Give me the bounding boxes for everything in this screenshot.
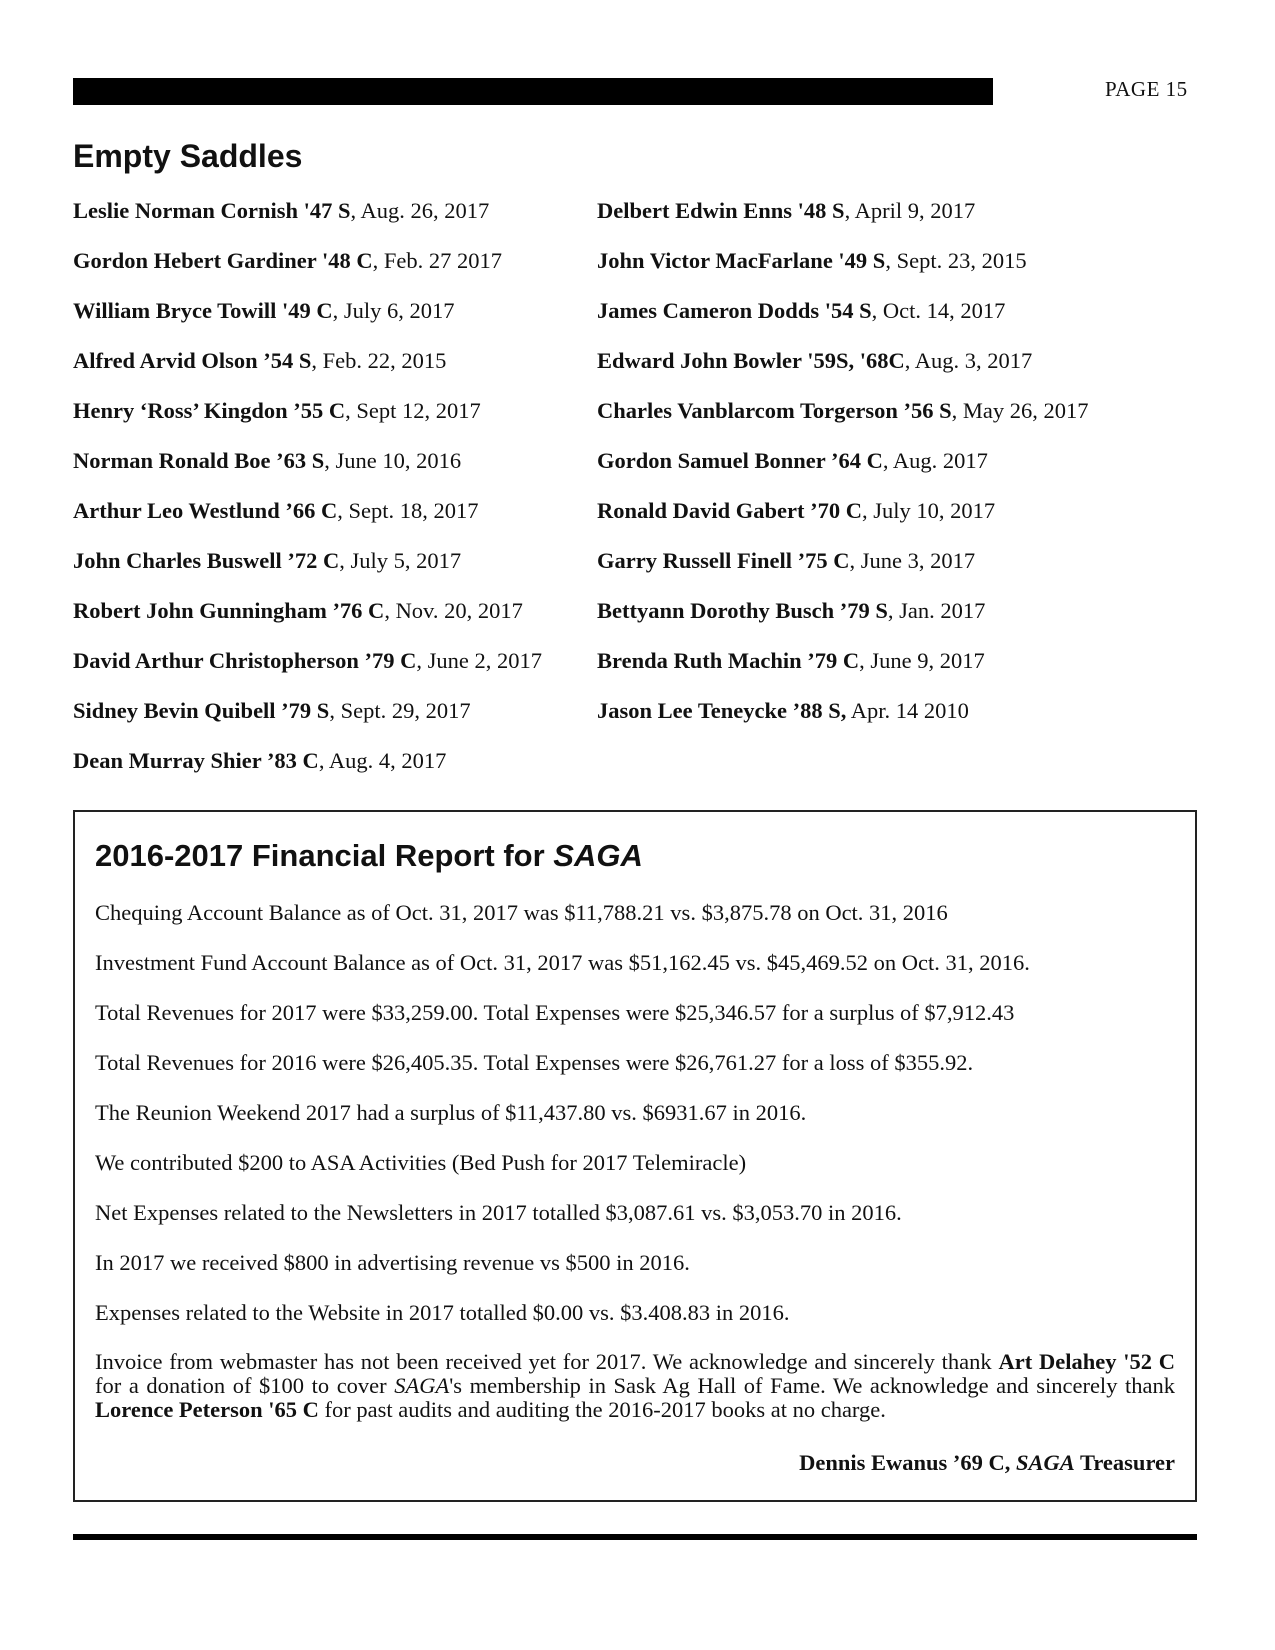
financial-report-title [95, 838, 643, 874]
obituary-date: , June 3, 2017 [849, 548, 976, 573]
report-line: In 2017 we received $800 in advertising revenue vs $500 in 2016. [95, 1250, 690, 1275]
obituary-name: Delbert Edwin Enns '48 S [597, 198, 845, 223]
obituary-date: , Aug. 4, 2017 [318, 748, 447, 773]
report-line: Investment Fund Account Balance as of Oct. 31, 2017 was $51,162.45 vs. $45,469.52 on Oct. 31, 2016. [95, 950, 1030, 975]
closing-text: 's membership in Sask Ag Hall of Fame. We acknowledge and sincerely thank [449, 1373, 1176, 1398]
obituary-date: , May 26, 2017 [951, 398, 1089, 423]
obituary-name: Alfred Arvid Olson ’54 S [73, 348, 312, 373]
obituary-name: Gordon Hebert Gardiner '48 C [73, 248, 373, 273]
obituary-name: Sidney Bevin Quibell ’79 S [73, 698, 330, 723]
obituary-entry [73, 648, 597, 698]
report-line: Expenses related to the Website in 2017 totalled $0.00 vs. $3.408.83 in 2016. [95, 1300, 790, 1325]
obituary-date: , July 10, 2017 [862, 498, 996, 523]
obituary-name: Bettyann Dorothy Busch ’79 S [597, 598, 888, 623]
obituary-date: Apr. 14 2010 [846, 698, 969, 723]
obituary-entry [73, 398, 597, 448]
closing-text: Invoice from webmaster has not been received yet for 2017. We acknowledge and sincerely thank [95, 1349, 999, 1374]
obituary-entry [73, 498, 597, 548]
report-line: Net Expenses related to the Newsletters in 2017 totalled $3,087.61 vs. $3,053.70 in 2016. [95, 1200, 902, 1225]
obituary-entry [597, 298, 1197, 348]
obituary-entry [597, 348, 1197, 398]
obituary-entry [597, 698, 1197, 748]
obituary-date: , Aug. 26, 2017 [350, 198, 490, 223]
obituary-entry [597, 198, 1197, 248]
obituary-entry [73, 748, 597, 798]
signature-role: Treasurer [1074, 1450, 1175, 1475]
donor-name: Art Delahey '52 C [998, 1349, 1175, 1374]
financial-report-box [73, 810, 1197, 1502]
obituary-entry [597, 498, 1197, 548]
obituary-entry [73, 348, 597, 398]
obituary-date: , June 9, 2017 [859, 648, 985, 673]
closing-text: for a donation of $100 to cover [95, 1373, 395, 1398]
closing-text: for past audits and auditing the 2016-2017 books at no charge. [318, 1397, 886, 1422]
obituary-name: Robert John Gunningham ’76 C [73, 598, 385, 623]
header-bar [73, 78, 993, 105]
obituary-name: Charles Vanblarcom Torgerson ’56 S [597, 398, 952, 423]
obituary-name: Norman Ronald Boe ’63 S [73, 448, 325, 473]
obituary-entry [597, 648, 1197, 698]
obituary-name: Arthur Leo Westlund ’66 C [73, 498, 338, 523]
financial-report-lines [95, 900, 1175, 1350]
obituary-name: Jason Lee Teneycke ’88 S, [597, 698, 847, 723]
obituary-date: , Aug. 2017 [882, 448, 988, 473]
report-title-text: 2016-2017 Financial Report for [95, 838, 554, 873]
obituary-date: , Feb. 22, 2015 [311, 348, 447, 373]
obituary-entry [73, 198, 597, 248]
obituary-entry [73, 698, 597, 748]
obituary-entry [597, 248, 1197, 298]
obituary-name: William Bryce Towill '49 C [73, 298, 333, 323]
signature-org: SAGA [1016, 1450, 1075, 1475]
report-line: Total Revenues for 2017 were $33,259.00. Total Expenses were $25,346.57 for a surplus of $7,912.43 [95, 1000, 1015, 1025]
report-line: Chequing Account Balance as of Oct. 31, 2017 was $11,788.21 vs. $3,875.78 on Oct. 31, 2016 [95, 900, 948, 925]
closing-org: SAGA [394, 1373, 450, 1398]
obituary-name: Ronald David Gabert ’70 C [597, 498, 863, 523]
obituary-date: , July 5, 2017 [339, 548, 462, 573]
obituary-entry [73, 448, 597, 498]
obituary-name: Gordon Samuel Bonner ’64 C [597, 448, 883, 473]
obituary-name: Garry Russell Finell ’75 C [597, 548, 850, 573]
obituary-list [73, 198, 1203, 798]
obituary-date: , Sept 12, 2017 [345, 398, 481, 423]
page-number: PAGE 15 [1105, 77, 1188, 101]
obituary-date: , Sept. 29, 2017 [329, 698, 471, 723]
obituary-name: James Cameron Dodds '54 S [597, 298, 872, 323]
obituary-name: Edward John Bowler '59S, '68C [597, 348, 905, 373]
obituary-entry [597, 598, 1197, 648]
obituary-name: Henry ‘Ross’ Kingdon ’55 C [73, 398, 346, 423]
empty-saddles-title: Empty Saddles [73, 138, 303, 174]
report-line: Total Revenues for 2016 were $26,405.35. Total Expenses were $26,761.27 for a loss of $355.92. [95, 1050, 974, 1075]
obituary-name: Dean Murray Shier ’83 C [73, 748, 319, 773]
obituary-name: John Charles Buswell ’72 C [73, 548, 340, 573]
obituary-date: , July 6, 2017 [332, 298, 455, 323]
obituary-date: , Aug. 3, 2017 [904, 348, 1033, 373]
obituary-name: Brenda Ruth Machin ’79 C [597, 648, 860, 673]
auditor-name: Lorence Peterson '65 C [95, 1397, 319, 1422]
obituary-entry [597, 548, 1197, 598]
report-title-org: SAGA [553, 838, 643, 873]
report-closing-paragraph [95, 1350, 1175, 1422]
obituary-entry [73, 598, 597, 648]
obituary-entry [597, 448, 1197, 498]
obituary-date: , June 2, 2017 [416, 648, 542, 673]
footer-rule [73, 1534, 1197, 1540]
obituary-entry [73, 298, 597, 348]
obituary-name: David Arthur Christopherson ’79 C [73, 648, 417, 673]
obituary-name: John Victor MacFarlane '49 S [597, 248, 886, 273]
obituary-date: , June 10, 2016 [324, 448, 462, 473]
obituary-date: , Sept. 18, 2017 [337, 498, 479, 523]
obituary-entry [597, 398, 1197, 448]
obituary-entry [73, 548, 597, 598]
report-line: The Reunion Weekend 2017 had a surplus of $11,437.80 vs. $6931.67 in 2016. [95, 1100, 807, 1125]
obituary-date: , Feb. 27 2017 [372, 248, 502, 273]
obituary-entry [73, 248, 597, 298]
obituary-date: , Nov. 20, 2017 [384, 598, 523, 623]
report-line: We contributed $200 to ASA Activities (Bed Push for 2017 Telemiracle) [95, 1150, 747, 1175]
obituary-date: , Jan. 2017 [887, 598, 986, 623]
obituary-date: , April 9, 2017 [844, 198, 976, 223]
obituary-date: , Oct. 14, 2017 [871, 298, 1006, 323]
obituary-name: Leslie Norman Cornish '47 S [73, 198, 351, 223]
signature-name: Dennis Ewanus ’69 C, [799, 1450, 1017, 1475]
treasurer-signature [799, 1450, 1175, 1476]
obituary-date: , Sept. 23, 2015 [885, 248, 1027, 273]
